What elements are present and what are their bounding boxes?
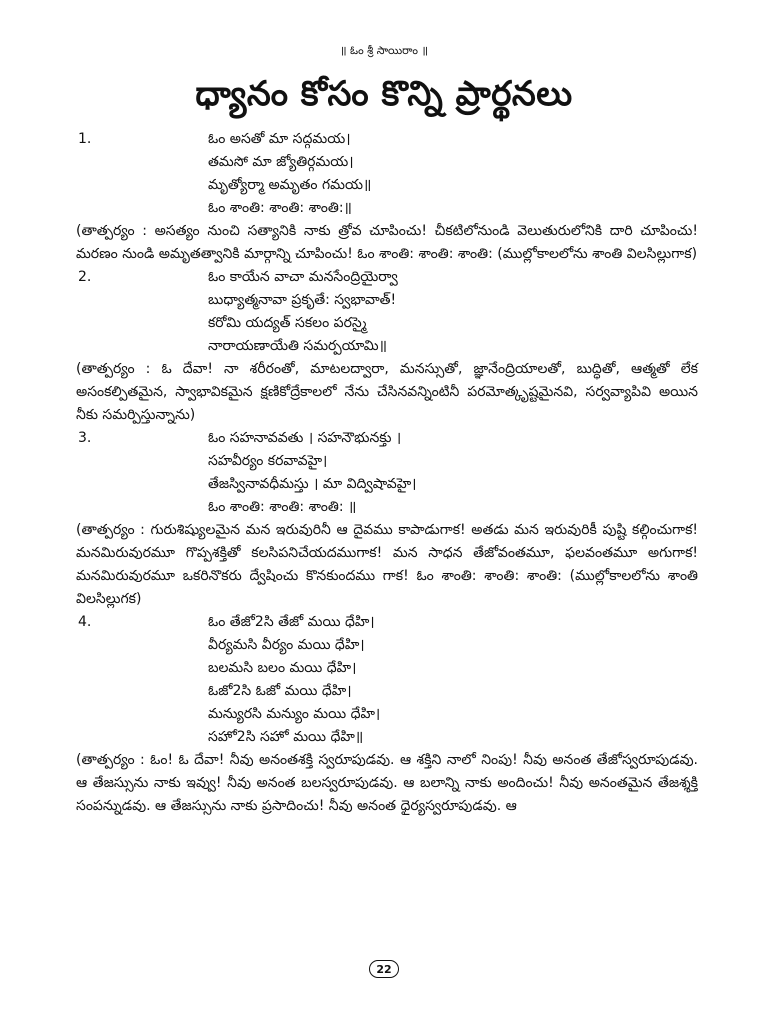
verse-text: తమసో మా జ్యోతిర్గమయ। [208,154,354,170]
verse-line [76,427,698,450]
meaning-paragraph: (తాత్పర్యం : అసత్యం నుంచి సత్యానికి నాకు త్రోవ చూపించు! చీకటిలోనుండి వెలుతురులోనికి దారి చూపించు! మరణం నుండి అమృతత్వానికి మార్గాన్ని చూపించు! ఓం శాంతి: శాంతి: శాంతి: (ముల్లోకాలలోను శాంతి విలసిల్లుగాక) [76,223,698,262]
verse-line [76,335,698,358]
section-number: 2. [78,269,92,285]
verse-line [76,496,698,519]
verse-line [76,634,698,657]
prayer-section-4 [76,611,698,818]
verse-line [76,611,698,634]
meaning-paragraph: (తాత్పర్యం : ఓం! ఓ దేవా! నీవు అనంతశక్తి స్వరూపుడవు. ఆ శక్తిని నాలో నింపు! నీవు అనంత తేజోస్వరూపుడవు. ఆ తేజస్సును నాకు ఇవ్వు! నీవు అనంత బలస్వరూపుడవు. ఆ బలాన్ని నాకు అందించు! నీవు అనంతమైన తేజశ్శక్తి సంపన్నుడవు. ఆ తేజస్సును నాకు ప్రసాదించు! నీవు అనంత ధైర్యస్వరూపుడవు. ఆ [76,752,698,814]
verse-text: ఓం కాయేన వాచా మనసేంద్రియైర్వా [208,269,398,285]
verse-line [76,266,698,289]
prayer-section-3 [76,427,698,611]
verse-line [76,289,698,312]
verse-text: సహో2సి సహో మయి ధేహి॥ [208,729,364,745]
verse-text: వీర్యమసి వీర్యం మయి ధేహి। [208,637,365,653]
verse-text: సహవీర్యం కరవావహై। [208,453,328,469]
section-number: 1. [78,131,92,147]
prayer-section-2 [76,266,698,427]
verse-line [76,128,698,151]
prayer-content [76,128,698,818]
verse-line [76,473,698,496]
verse-line [76,657,698,680]
verse-text: బలమసి బలం మయి ధేహి। [208,660,357,676]
section-number: 4. [78,614,92,630]
verse-text: బుధ్యాత్మనావా ప్రకృతే: స్వభావాత్! [208,292,397,308]
verse-line [76,151,698,174]
verse-line [76,680,698,703]
verse-line [76,726,698,749]
verse-text: మృత్యోర్మా అమృతం గమయ॥ [208,177,372,193]
verse-line [76,312,698,335]
verse-line [76,197,698,220]
page-title: ధ్యానం కోసం కొన్ని ప్రార్థనలు [195,74,573,114]
verse-text: మన్యురసి మన్యుం మయి ధేహి। [208,706,381,722]
verse-line [76,703,698,726]
page-header: ॥ ఓం శ్రీ సాయిరాం ॥ [339,44,429,57]
verse-text: నారాయణాయేతి సమర్పయామి॥ [208,338,387,354]
meaning-paragraph: (తాత్పర్యం : ఓ దేవా! నా శరీరంతో, మాటలద్వారా, మనస్సుతో, జ్ఞానేంద్రియాలతో, బుద్ధితో, ఆత్మతో లేక అసంకల్పితమైన, స్వాభావికమైన క్షణికోద్రేకాలలో నేను చేసినవన్నింటినీ పరమోత్కృష్టమైనవి, సర్వవ్యాపివి అయిన నీకు సమర్పిస్తున్నాను) [76,361,698,423]
prayer-section-1 [76,128,698,266]
verse-line [76,450,698,473]
verse-text: కరోమి యద్యత్ సకలం పరస్మై [208,315,367,331]
verse-text: ఓం అసతో మా సద్గమయ। [208,131,351,147]
verse-text: ఓజో2సి ఓజో మయి ధేహి। [208,683,352,699]
verse-text: ఓం తేజో2సి తేజో మయి ధేహి। [208,614,375,630]
verse-text: ఓం సహనావవతు । సహనౌభునక్తు । [208,430,402,446]
verse-line [76,174,698,197]
verse-text: తేజస్వినావధీమస్తు । మా విద్విషావహై। [208,476,417,492]
verse-text: ఓం శాంతి: శాంతి: శాంతి:॥ [208,200,352,216]
meaning-paragraph: (తాత్పర్యం : గురుశిష్యులమైన మన ఇరువురినీ ఆ దైవము కాపాడుగాక! అతడు మన ఇరువురికీ పుష్టి కల్గించుగాక! మనమిరువురమూ గొప్పశక్తితో కలసిపనిచేయదముగాక! మన సాధన తేజోవంతమూ, ఫలవంతమూ అగుగాక! మనమిరువురమూ ఒకరినొకరు ద్వేషించు కొనకుందము గాక! ఓం శాంతి: శాంతి: శాంతి: (ముల్లోకాలలోను శాంతి విలసిల్లుగక) [76,522,698,607]
verse-text: ఓం శాంతి: శాంతి: శాంతి: ॥ [208,499,357,515]
section-number: 3. [78,430,92,446]
page-number: 22 [369,960,399,978]
